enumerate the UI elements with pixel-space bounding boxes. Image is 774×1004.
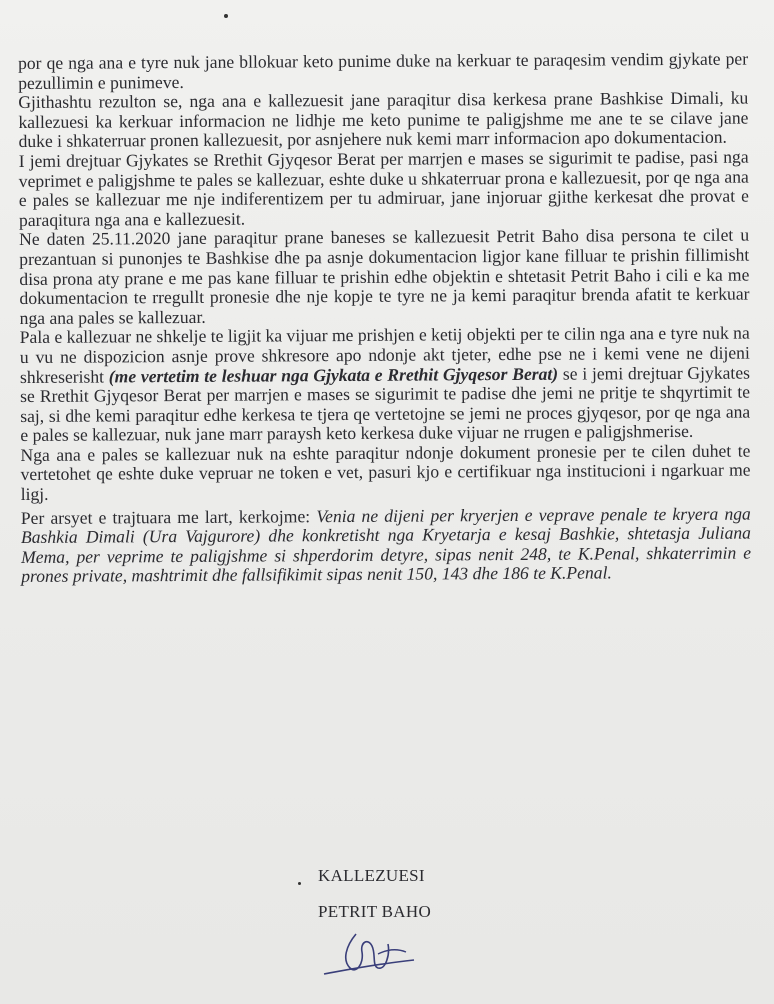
paragraph-5-text-b: se i jemi drejtuar Gjykates se Rrethit Gjyqesor Berat per marrjen e mases se sigurimit te padise dhe jemi ne pritje te shqyrtimit te saj, si dhe kemi paraqitur edhe kerkesa te tjera qe vertetojne se jemi ne proces gjyqesor, por qe nga ana e pales se kallezuar, nuk jane marr paraysh keto kerkesa duke vijuar ne rrugen e paligjshmerise.: [20, 362, 751, 446]
handwritten-signature: [316, 924, 426, 984]
paragraph-6: Nga ana e pales se kallezuar nuk na eshte paraqitur ndonje dokument pronesie per te cilen duhet te vertetohet qe eshte duke vepruar ne token e vet, pasuri kjo e certifikuar nga institucioni i ngarkuar me ligj.: [20, 440, 751, 505]
conclusion-request: Venia ne dijeni per kryerjen e veprave penale te kryera nga Bashkia Dimali (Ura Vajgurore) dhe konkretisht nga Kryetarja e kesaj Bashkie, shtetasja Juliana Mema, per veprime te paligjshme si shperdorim detyre, sipas nenit 248, te K.Penal, shkaterrimin e prones private, mashtrimit dhe fallsifikimit sipas nenit 150, 143 dhe 186 te K.Penal.: [20, 503, 752, 587]
paragraph-5-text-a: Pala e kallezuar ne shkelje te ligjit ka vijuar me prishjen e ketij objekti per te cilin nga ana e tyre nuk na u vu ne dispozicion asnje prove shkresore apo ndonje akt tjeter, edhe pse ne i kemi vene ne dijeni shkreserisht: [19, 322, 750, 387]
paragraph-1: por qe nga ana e tyre nuk jane bllokuar keto punime duke na kerkuar te paraqesim vendim gjykate per pezullimin e punimeve.: [17, 48, 749, 93]
ink-dot: [224, 14, 228, 18]
signatory-name: PETRIT BAHO: [318, 902, 432, 921]
conclusion-lead: Per arsyet e trajtuara me lart, kerkojme:: [20, 505, 317, 528]
ink-dot: [298, 882, 301, 885]
signatory-role: KALLEZUESI: [318, 866, 425, 885]
paragraph-5-emphasis: (me vertetim te leshuar nga Gjykata e Rrethit Gjyqesor Berat): [108, 363, 559, 386]
paragraph-3: I jemi drejtuar Gjykates se Rrethit Gjyqesor Berat per marrjen e mases se sigurimit te padise, pasi nga veprimet e paligjshme te pales se kallezuar, eshte duke u shkaterruar prona e kallezuesit, por qe nga ana e pales se kallezuar me nje indiferentizem per tu admiruar, jane injoruar gjithe kerkesat dhe provat e paraqitura nga ana e kallezuesit.: [18, 146, 749, 230]
paragraph-5: [20, 324, 751, 446]
paragraph-2: Gjithashtu rezulton se, nga ana e kallezuesit jane paraqitur disa kerkesa prane Bashkise Dimali, ku kallezuesi ka kerkuar informacion ne lidhje me keto punime te paligjshme me ane te se cilave jane duke i shkaterruar pronen kallezuesit, por asnjehere nuk kemi marr informacion apo dokumentacion.: [18, 87, 749, 152]
conclusion-paragraph: [21, 504, 751, 587]
document-body: [18, 50, 751, 587]
paragraph-4: Ne daten 25.11.2020 jane paraqitur prane baneses se kallezuesit Petrit Baho disa persona te cilet u prezantuan si punonjes te Bashkise dhe pa asnje dokumentacion ligjor kane filluar te prishin fillimisht disa prona aty prane e me pas kane filluar te prishin edhe objektin e shtetasit Petrit Baho i cili e ka me dokumentacion te rregullt pronesie dhe nje kopje te tyre ne ja kemi paraqitur brenda afatit te kerkuar nga ana pales se kallezuar.: [19, 224, 750, 328]
